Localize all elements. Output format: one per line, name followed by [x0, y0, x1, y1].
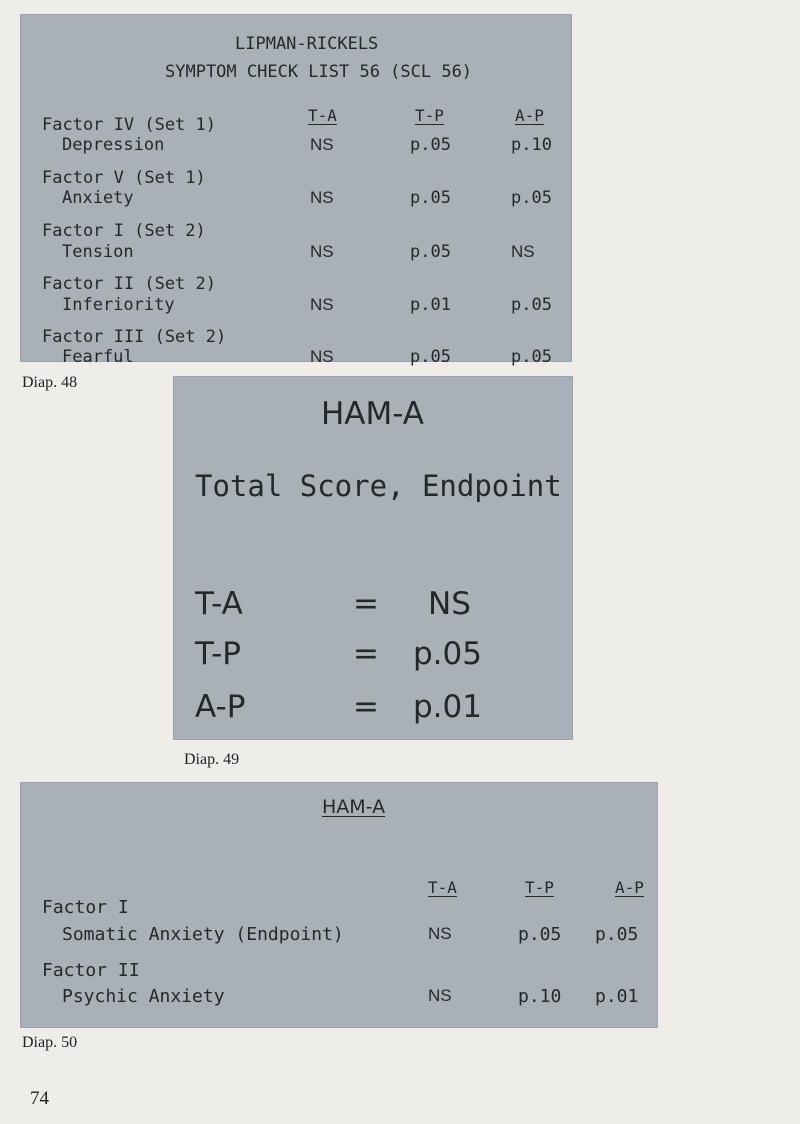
value-ap: p.05 — [511, 295, 552, 315]
value-tp: p.05 — [410, 188, 451, 208]
value-ta: NS — [310, 242, 334, 261]
value-ta: NS — [428, 986, 452, 1005]
value-ta: NS — [428, 924, 452, 943]
factor-name: Fearful — [62, 347, 134, 367]
column-header-ap: A-P — [515, 106, 544, 125]
comparison-label: T-A — [195, 586, 243, 622]
column-header-ta: T-A — [428, 878, 457, 897]
comparison-label: T-P — [195, 636, 241, 672]
value-ta: NS — [310, 135, 334, 154]
slide-ham-a-total — [173, 376, 573, 740]
factor-name: Inferiority — [62, 295, 175, 315]
factor-label: Factor III (Set 2) — [42, 327, 227, 347]
factor-name: Anxiety — [62, 188, 134, 208]
slide-title-line1: LIPMAN-RICKELS — [235, 34, 379, 54]
comparison-label: A-P — [195, 689, 246, 725]
slide-title: HAM-A — [321, 396, 424, 432]
slide-ham-a-factors — [20, 782, 658, 1028]
value-ta: NS — [310, 188, 334, 207]
factor-name: Depression — [62, 135, 165, 155]
factor-label: Factor I (Set 2) — [42, 221, 206, 241]
factor-name: Psychic Anxiety — [62, 986, 225, 1007]
factor-label: Factor IV (Set 1) — [42, 115, 216, 135]
caption-diap-49: Diap. 49 — [184, 751, 240, 768]
value-ta: NS — [310, 295, 334, 314]
factor-label: Factor II — [42, 960, 140, 981]
column-header-tp: T-P — [415, 106, 444, 125]
page-number: 74 — [30, 1088, 49, 1109]
slide-title-line2: SYMPTOM CHECK LIST 56 (SCL 56) — [165, 62, 473, 82]
factor-label: Factor II (Set 2) — [42, 274, 216, 294]
factor-name: Somatic Anxiety (Endpoint) — [62, 924, 344, 945]
slide-scl56 — [20, 14, 572, 367]
caption-diap-50: Diap. 50 — [22, 1034, 78, 1051]
value-tp: p.05 — [410, 242, 451, 262]
value-tp: p.10 — [518, 986, 562, 1007]
column-header-tp: T-P — [525, 878, 554, 897]
value-ta: NS — [310, 347, 334, 366]
value-tp: p.05 — [410, 347, 451, 367]
value-tp: p.05 — [410, 135, 451, 155]
comparison-value: p.05 — [413, 636, 482, 672]
comparison-value: NS — [428, 586, 471, 622]
value-ap: p.05 — [511, 347, 552, 367]
factor-label: Factor V (Set 1) — [42, 168, 206, 188]
equals-sign: = — [353, 689, 379, 725]
value-tp: p.05 — [518, 924, 562, 945]
value-tp: p.01 — [410, 295, 451, 315]
value-ap: p.01 — [595, 986, 639, 1007]
equals-sign: = — [353, 636, 379, 672]
value-ap: NS — [511, 242, 535, 261]
factor-name: Tension — [62, 242, 134, 262]
caption-diap-48: Diap. 48 — [22, 374, 78, 391]
value-ap: p.05 — [511, 188, 552, 208]
equals-sign: = — [353, 586, 379, 622]
factor-label: Factor I — [42, 897, 129, 918]
column-header-ta: T-A — [308, 106, 337, 125]
value-ap: p.05 — [595, 924, 639, 945]
comparison-value: p.01 — [413, 689, 482, 725]
slide-title: HAM-A — [322, 796, 386, 818]
slide-subtitle: Total Score, Endpoint — [195, 469, 562, 503]
value-ap: p.10 — [511, 135, 552, 155]
column-header-ap: A-P — [615, 878, 644, 897]
